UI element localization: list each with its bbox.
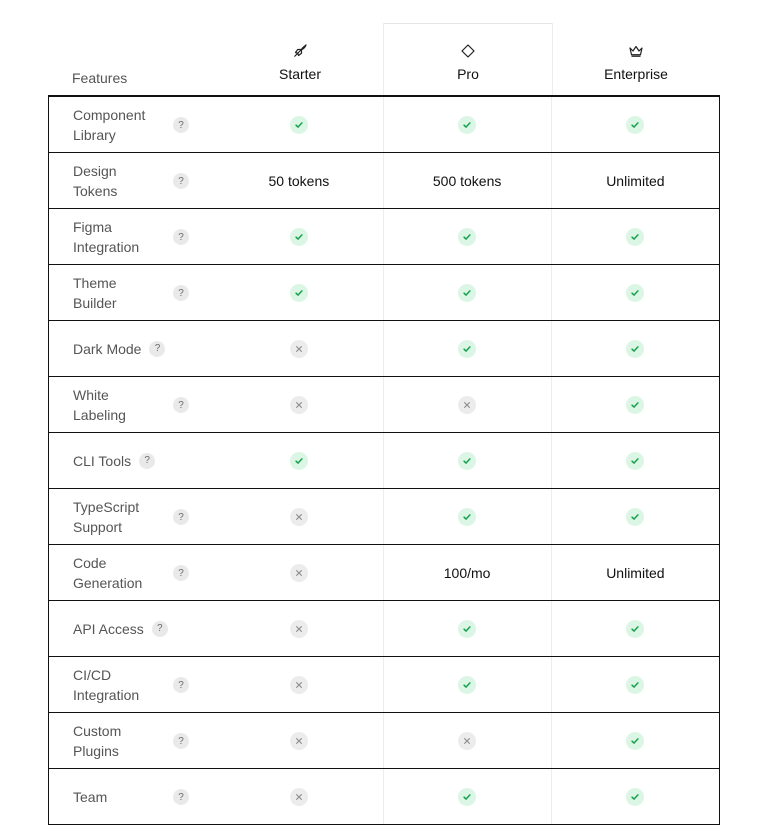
plan-cell-starter [215, 769, 382, 824]
check-icon [626, 452, 644, 470]
feature-cell [49, 321, 215, 376]
plan-cell-pro [383, 657, 552, 712]
table-row [49, 209, 719, 265]
feature-name: Custom Plugins [73, 722, 122, 759]
plan-cell-pro [383, 209, 552, 264]
plan-cell-enterprise [552, 377, 719, 432]
check-icon [458, 116, 476, 134]
check-icon [458, 676, 476, 694]
plan-cell-enterprise [552, 209, 719, 264]
plan-value-text: 100/mo [443, 564, 491, 581]
plan-cell-starter [215, 321, 382, 376]
check-icon [626, 116, 644, 134]
plan-cell-pro [383, 713, 552, 768]
check-icon [290, 116, 308, 134]
feature-name: Component Library [73, 106, 146, 143]
plan-cell-pro [383, 265, 552, 320]
feature-name: White Labeling [73, 386, 126, 423]
crown-icon [627, 42, 645, 60]
plan-value-text: Unlimited [606, 172, 665, 189]
plan-header-starter [216, 42, 384, 82]
pricing-comparison-table [48, 0, 720, 825]
cross-icon [290, 508, 308, 526]
cross-icon [458, 732, 476, 750]
check-icon [458, 620, 476, 638]
check-icon [458, 228, 476, 246]
feature-cell [49, 769, 215, 824]
plan-cell-enterprise [552, 321, 719, 376]
plan-value-text: 50 tokens [268, 172, 330, 189]
feature-cell [49, 433, 215, 488]
check-icon [458, 452, 476, 470]
plan-cell-enterprise [552, 657, 719, 712]
plan-header-enterprise [552, 42, 720, 82]
plan-cell-starter [215, 209, 382, 264]
diamond-icon [459, 42, 477, 60]
help-tooltip-icon[interactable]: ? [149, 341, 165, 357]
help-tooltip-icon[interactable]: ? [173, 509, 189, 525]
plan-cell-enterprise [552, 153, 719, 208]
check-icon [626, 228, 644, 246]
plan-cell-starter [215, 713, 382, 768]
check-icon [626, 340, 644, 358]
plan-cell-pro [383, 769, 552, 824]
table-row [49, 377, 719, 433]
plan-cell-pro [383, 97, 552, 152]
check-icon [458, 284, 476, 302]
check-icon [626, 284, 644, 302]
plan-cell-enterprise [552, 433, 719, 488]
table-row [49, 657, 719, 713]
plan-cell-pro [383, 601, 552, 656]
help-tooltip-icon[interactable]: ? [139, 453, 155, 469]
features-column-header: Features [72, 70, 128, 86]
plan-name-starter: Starter [278, 66, 321, 82]
feature-cell [49, 265, 215, 320]
cross-icon [290, 620, 308, 638]
table-row [49, 601, 719, 657]
plan-cell-pro [383, 153, 552, 208]
plan-cell-pro [383, 489, 552, 544]
check-icon [458, 788, 476, 806]
feature-name: CI/CD Integration [73, 666, 140, 703]
table-row [49, 545, 719, 601]
feature-cell [49, 489, 215, 544]
table-header [48, 0, 720, 97]
plan-value-text: Unlimited [606, 564, 665, 581]
check-icon [626, 508, 644, 526]
feature-cell [49, 153, 215, 208]
plan-cell-enterprise [552, 713, 719, 768]
plan-cell-enterprise [552, 97, 719, 152]
table-row [49, 321, 719, 377]
rocket-icon [291, 42, 309, 60]
cross-icon [458, 396, 476, 414]
feature-name: Dark Mode [73, 340, 142, 357]
plan-cell-enterprise [552, 601, 719, 656]
plan-cell-enterprise [552, 265, 719, 320]
check-icon [626, 788, 644, 806]
help-tooltip-icon[interactable]: ? [173, 173, 189, 189]
feature-cell [49, 545, 215, 600]
feature-cell [49, 209, 215, 264]
help-tooltip-icon[interactable]: ? [173, 565, 189, 581]
help-tooltip-icon[interactable]: ? [173, 117, 189, 133]
feature-cell [49, 657, 215, 712]
feature-name: Figma Integration [73, 218, 140, 255]
table-row [49, 433, 719, 489]
feature-name: CLI Tools [73, 452, 132, 469]
feature-cell [49, 713, 215, 768]
table-row [49, 489, 719, 545]
check-icon [626, 396, 644, 414]
check-icon [458, 340, 476, 358]
check-icon [290, 452, 308, 470]
check-icon [626, 620, 644, 638]
cross-icon [290, 788, 308, 806]
table-row [49, 153, 719, 209]
plan-name-pro: Pro [457, 66, 479, 82]
table-row [49, 97, 719, 153]
plan-cell-starter [215, 97, 382, 152]
plan-cell-pro [383, 321, 552, 376]
plan-cell-starter [215, 153, 382, 208]
feature-name: Design Tokens [73, 162, 118, 199]
check-icon [626, 676, 644, 694]
feature-name: Theme Builder [73, 274, 117, 311]
plan-cell-starter [215, 433, 382, 488]
help-tooltip-icon[interactable]: ? [173, 677, 189, 693]
plan-cell-pro [383, 433, 552, 488]
plan-value-text: 500 tokens [432, 172, 502, 189]
feature-cell [49, 97, 215, 152]
plan-cell-starter [215, 601, 382, 656]
plan-cell-starter [215, 657, 382, 712]
plan-header-pro [384, 42, 552, 82]
plan-cell-enterprise [552, 489, 719, 544]
feature-name: Code Generation [73, 554, 143, 591]
plan-cell-enterprise [552, 545, 719, 600]
table-row [49, 713, 719, 769]
table-body [48, 97, 720, 825]
check-icon [458, 508, 476, 526]
feature-cell [49, 601, 215, 656]
plan-cell-starter [215, 545, 382, 600]
feature-cell [49, 377, 215, 432]
cross-icon [290, 340, 308, 358]
table-row [49, 769, 719, 825]
feature-name: API Access [73, 620, 144, 637]
table-row [49, 265, 719, 321]
plan-cell-pro [383, 377, 552, 432]
check-icon [290, 228, 308, 246]
plan-cell-pro [383, 545, 552, 600]
cross-icon [290, 732, 308, 750]
cross-icon [290, 396, 308, 414]
cross-icon [290, 676, 308, 694]
plan-cell-starter [215, 377, 382, 432]
plan-cell-enterprise [552, 769, 719, 824]
cross-icon [290, 564, 308, 582]
check-icon [290, 284, 308, 302]
help-tooltip-icon[interactable]: ? [152, 621, 168, 637]
feature-name: TypeScript Support [73, 498, 140, 535]
help-tooltip-icon[interactable]: ? [173, 397, 189, 413]
help-tooltip-icon[interactable]: ? [173, 789, 189, 805]
feature-name: Team [73, 788, 108, 805]
plan-cell-starter [215, 489, 382, 544]
help-tooltip-icon[interactable]: ? [173, 733, 189, 749]
help-tooltip-icon[interactable]: ? [173, 285, 189, 301]
plan-name-enterprise: Enterprise [604, 66, 668, 82]
check-icon [626, 732, 644, 750]
plan-cell-starter [215, 265, 382, 320]
help-tooltip-icon[interactable]: ? [173, 229, 189, 245]
